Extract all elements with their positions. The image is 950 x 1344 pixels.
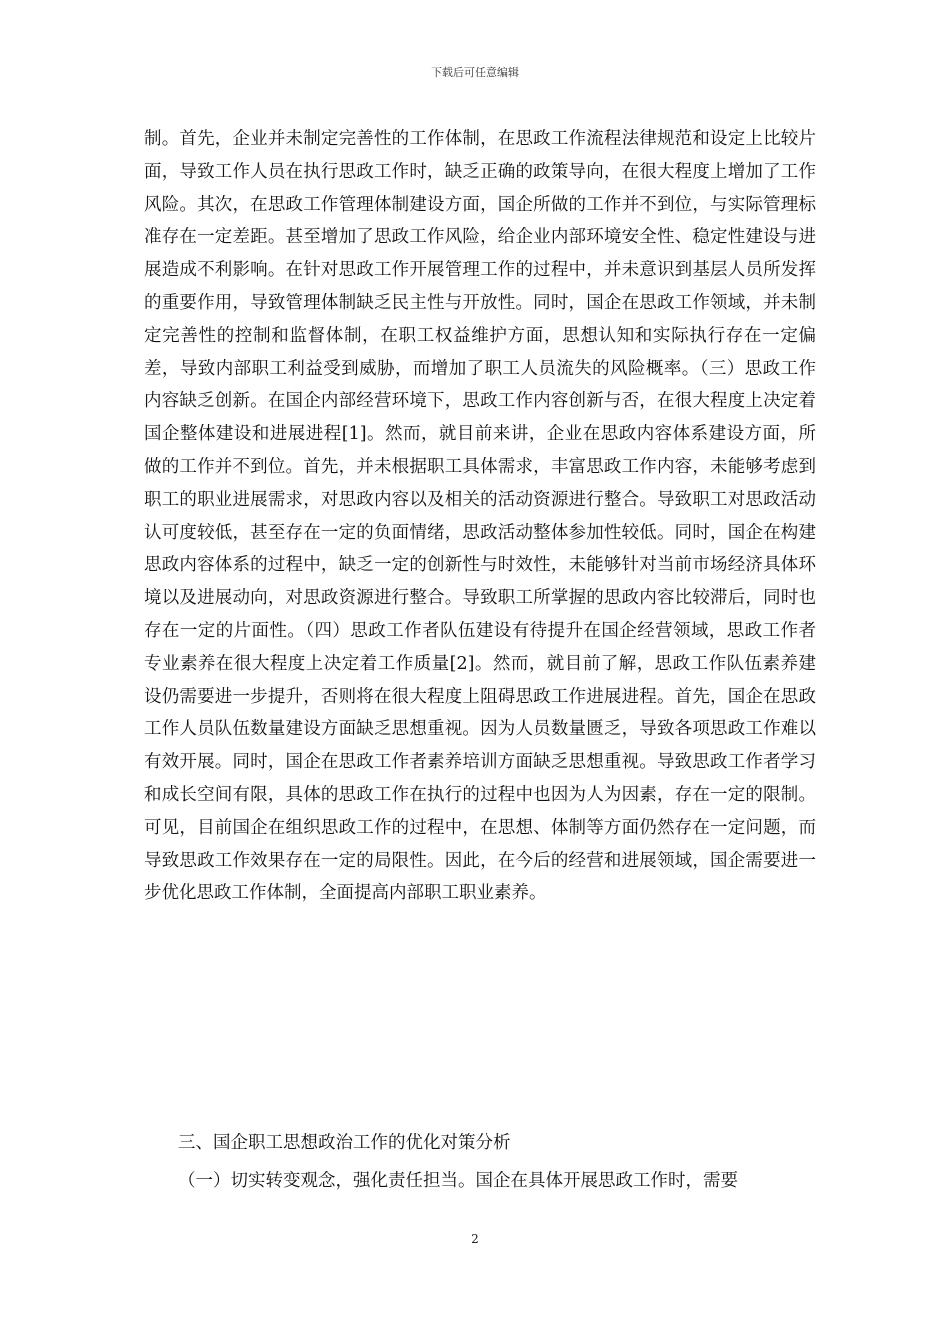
section-heading: 三、国企职工思想政治工作的优化对策分析 [178, 1133, 511, 1153]
body-paragraph: 制。首先，企业并未制定完善性的工作体制，在思政工作流程法律规范和设定上比较片面，导致工作人员在执行思政工作时，缺乏正确的政策导向，在很大程度上增加了工作风险。其次，在思政工作管理体制建设方面，国企所做的工作并不到位，与实际管理标准存在一定差距。甚至增加了思政工作风险，给企业内部环境安全性、稳定性建设与进展造成不利影响。在针对思政工作开展管理工作的过程中，并未意识到基层人员所发挥的重要作用，导致管理体制缺乏民主性与开放性。同时，国企在思政工作领域，并未制定完善性的控制和监督体制，在职工权益维护方面，思想认知和实际执行存在一定偏差，导致内部职工利益受到威胁，而增加了职工人员流失的风险概率。（三）思政工作内容缺乏创新。在国企内部经营环境下，思政工作内容创新与否，在很大程度上决定着国企整体建设和进展进程[1]。然而，就目前来讲，企业在思政内容体系建设方面，所做的工作并不到位。首先，并未根据职工具体需求，丰富思政工作内容，未能够考虑到职工的职业进展需求，对思政内容以及相关的活动资源进行整合。导致职工对思政活动认可度较低，甚至存在一定的负面情绪，思政活动整体参加性较低。同时，国企在构建思政内容体系的过程中，缺乏一定的创新性与时效性，未能够针对当前市场经济具体环境以及进展动向，对思政资源进行整合。导致职工所掌握的思政内容比较滞后，同时也存在一定的片面性。（四）思政工作者队伍建设有待提升在国企经营领域，思政工作者专业素养在很大程度上决定着工作质量[2]。然而，就目前了解，思政工作队伍素养建设仍需要进一步提升，否则将在很大程度上阻碍思政工作进展进程。首先，国企在思政工作人员队伍数量建设方面缺乏思想重视。因为人员数量匮乏，导致各项思政工作难以有效开展。同时，国企在思政工作者素养培训方面缺乏思想重视。导致思政工作者学习和成长空间有限，具体的思政工作在执行的过程中也因为人为因素，存在一定的限制。可见，目前国企在组织思政工作的过程中，在思想、体制等方面仍然存在一定问题，而导致思政工作效果存在一定的局限性。因此，在今后的经营和进展领域，国企需要进一步优化思政工作体制，全面提高内部职工职业素养。 [144, 129, 816, 904]
document-body [144, 123, 816, 910]
page-number: 2 [471, 1232, 479, 1246]
page-header: 下载后可任意编辑 [431, 66, 519, 79]
subsection-paragraph: （一）切实转变观念，强化责任担当。国企在具体开展思政工作时，需要 [178, 1171, 738, 1191]
